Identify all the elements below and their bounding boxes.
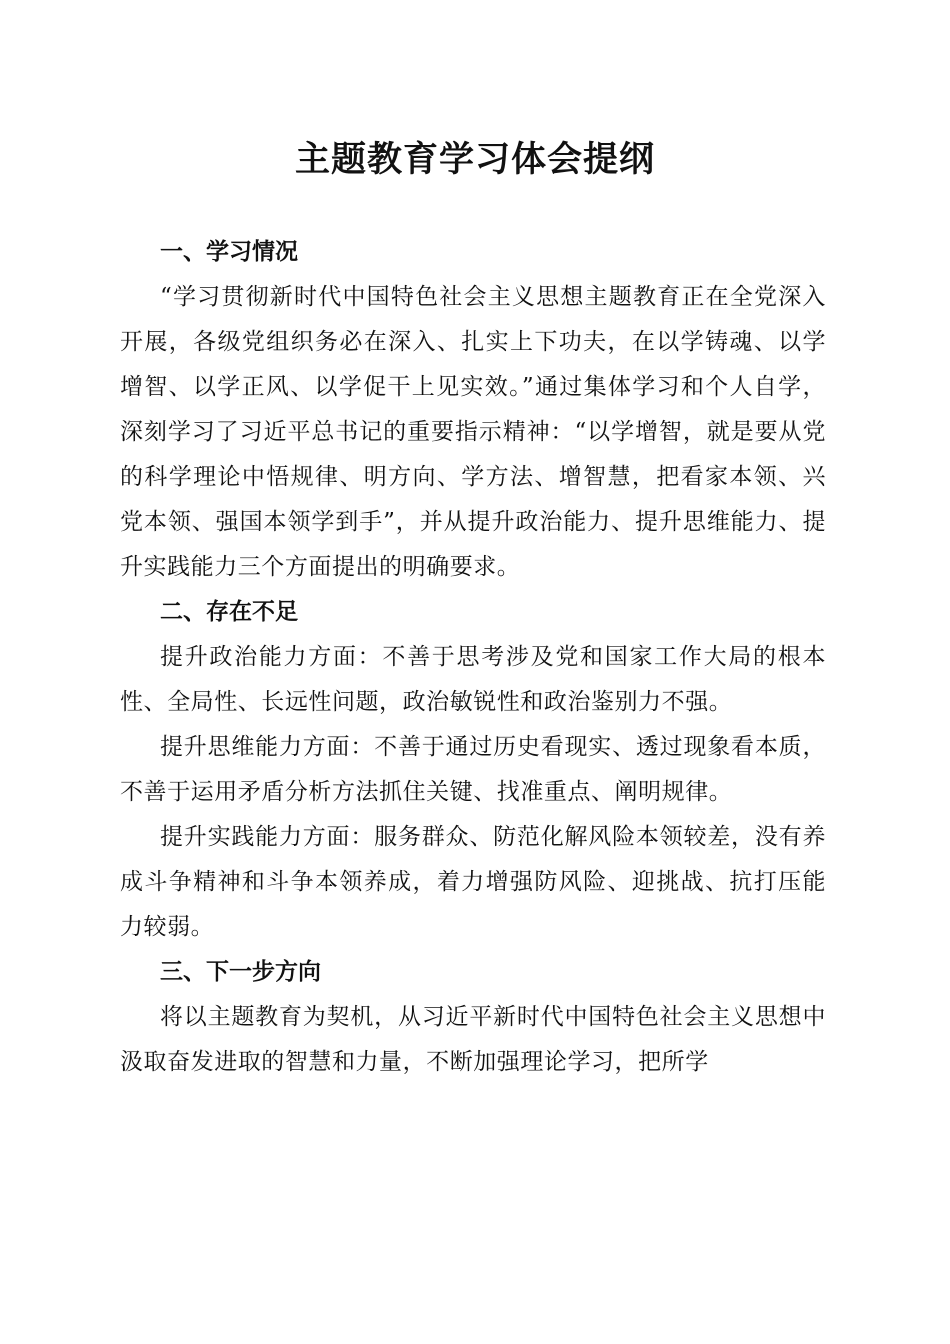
document-body	[120, 230, 826, 1085]
section-shortcomings	[120, 590, 826, 950]
section-heading: 二、存在不足	[160, 599, 298, 625]
paragraph: 提升实践能力方面：服务群众、防范化解风险本领较差，没有养成斗争精神和斗争本领养成，着力增强防风险、迎挑战、抗打压能力较弱。	[120, 824, 826, 940]
paragraph: 将以主题教育为契机，从习近平新时代中国特色社会主义思想中汲取奋发进取的智慧和力量，不断加强理论学习，把所学	[120, 1004, 826, 1075]
section-next-steps	[120, 950, 826, 1085]
paragraph: 提升政治能力方面：不善于思考涉及党和国家工作大局的根本性、全局性、长远性问题，政治敏锐性和政治鉴别力不强。	[120, 644, 826, 715]
paragraph: “学习贯彻新时代中国特色社会主义思想主题教育正在全党深入开展，各级党组织务必在深入、扎实上下功夫，在以学铸魂、以学增智、以学正风、以学促干上见实效。”通过集体学习和个人自学，深刻学习了习近平总书记的重要指示精神：“以学增智，就是要从党的科学理论中悟规律、明方向、学方法、增智慧，把看家本领、兴党本领、强国本领学到手”，并从提升政治能力、提升思维能力、提升实践能力三个方面提出的明确要求。	[120, 284, 826, 580]
section-heading: 一、学习情况	[160, 239, 298, 265]
section-heading: 三、下一步方向	[160, 959, 321, 985]
section-study-situation	[120, 230, 826, 590]
paragraph: 提升思维能力方面：不善于通过历史看现实、透过现象看本质，不善于运用矛盾分析方法抓住关键、找准重点、阐明规律。	[120, 734, 826, 805]
document-title: 主题教育学习体会提纲	[294, 139, 655, 180]
